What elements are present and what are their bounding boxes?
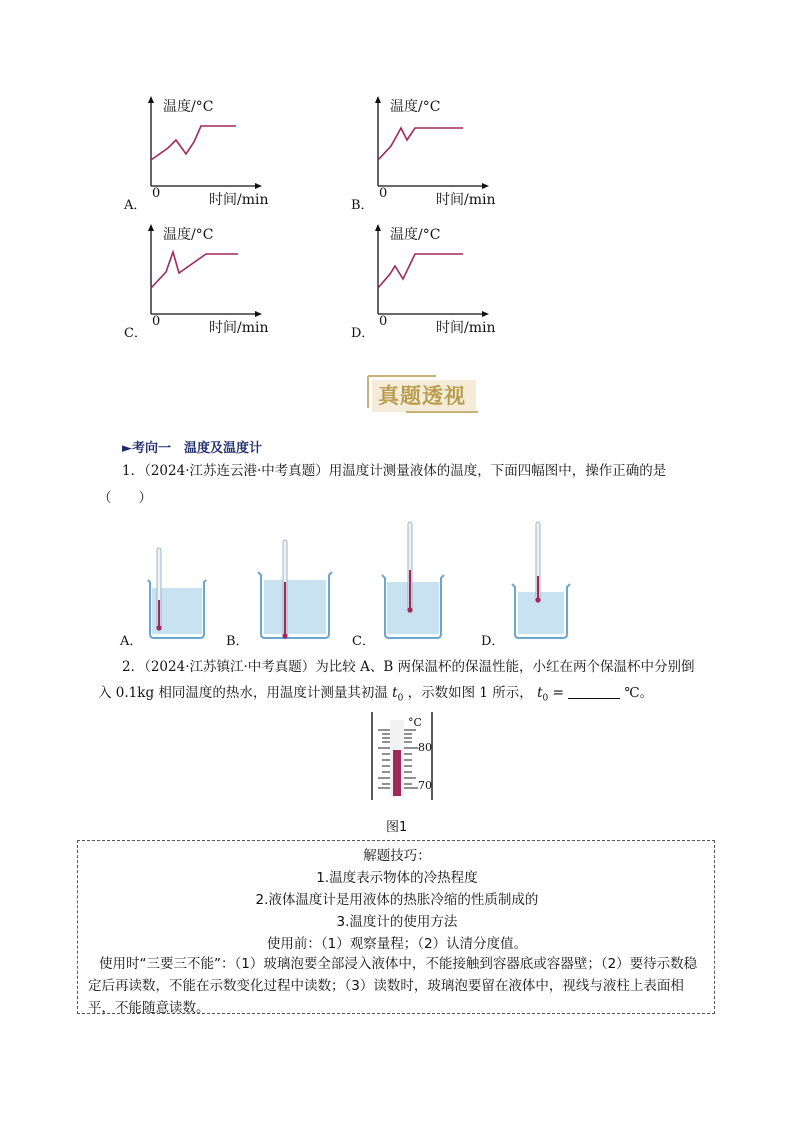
question-2-line-2 <box>98 683 653 709</box>
tips-item-2: 2.液体温度计是用液体的热胀冷缩的性质制成的 <box>255 892 539 908</box>
beaker-c-icon <box>382 522 444 638</box>
graph-b-xlabel: 时间/min <box>436 192 496 208</box>
question-2-line-1: 2．（2024·江苏镇江·中考真题）为比较 A、B 两保温杯的保温性能，小红在两个保温杯中分别倒 <box>122 659 695 675</box>
beaker-d-option-label[interactable]: D． <box>481 634 505 649</box>
thermometer-unit: °C <box>408 716 422 729</box>
beaker-a-option-label[interactable]: A． <box>120 634 143 649</box>
graph-b-ylabel: 温度/°C <box>390 99 441 115</box>
graph-c-origin: 0 <box>152 314 161 329</box>
question-2-line-2-b: ，示数如图 1 所示， <box>407 685 533 701</box>
graph-a-ylabel: 温度/°C <box>163 99 214 115</box>
question-2-line-2-a: 入 0.1kg 相同温度的热水，用温度计测量其初温 <box>98 685 388 701</box>
graph-a-option-label[interactable]: A． <box>124 198 147 213</box>
question-1-answer-paren[interactable]: （ ） <box>98 490 152 506</box>
tips-item-1: 1.温度表示物体的冷热程度 <box>316 870 478 886</box>
topic-heading: ►考向一 温度及温度计 <box>122 441 262 456</box>
unit-label: ℃。 <box>624 685 654 701</box>
tips-item-4: 使用前：（1）观察量程；（2）认清分度值。 <box>266 936 528 952</box>
beaker-b-icon <box>258 540 332 639</box>
thermometer-tick-80: 80 <box>418 741 432 754</box>
beaker-figures <box>140 520 580 645</box>
graph-option-c <box>124 224 286 354</box>
tips-title: 解题技巧： <box>363 848 431 864</box>
graph-option-b <box>351 96 513 226</box>
tips-item-3: 3.温度计的使用方法 <box>336 914 458 930</box>
tips-paragraph: 使用时“三要三不能”：（1）玻璃泡要全部浸入液体中，不能接触到容器底或容器壁；（2）要待示数稳定后再读数，不能在示数变化过程中读数；（3）读数时，玻璃泡要留在液体中，视线与液柱上表面相平，不能随意读数。 <box>88 956 698 1016</box>
t0-subscript: 0 <box>397 693 404 704</box>
beaker-b-option-label[interactable]: B． <box>226 634 249 649</box>
equals-sign: = <box>552 685 564 701</box>
tips-box <box>77 840 715 1014</box>
graph-d-ylabel: 温度/°C <box>390 227 441 243</box>
beaker-c-option-label[interactable]: C． <box>352 634 375 649</box>
graph-a-xlabel: 时间/min <box>209 192 269 208</box>
graph-c-xlabel: 时间/min <box>209 320 269 336</box>
graph-d-origin: 0 <box>379 314 388 329</box>
graph-option-a <box>124 96 286 226</box>
graph-option-d <box>351 224 513 354</box>
t0-subscript-2: 0 <box>542 693 549 704</box>
banner-title: 真题透视 <box>378 384 466 408</box>
graph-b-option-label[interactable]: B． <box>351 198 374 213</box>
thermometer-tick-70: 70 <box>418 779 432 792</box>
question-1-text: 1．（2024·江苏连云港·中考真题）用温度计测量液体的温度，下面四幅图中，操作正确的是 <box>122 463 667 479</box>
t0-symbol-2: t <box>537 685 543 701</box>
section-banner <box>366 374 480 414</box>
graph-a-origin: 0 <box>152 186 161 201</box>
graph-d-xlabel: 时间/min <box>436 320 496 336</box>
beaker-a-icon <box>148 548 206 638</box>
figure-caption: 图1 <box>386 820 408 835</box>
graph-b-origin: 0 <box>379 186 388 201</box>
answer-blank[interactable] <box>568 684 620 699</box>
t0-symbol: t <box>392 685 398 701</box>
graph-c-option-label[interactable]: C． <box>124 326 147 341</box>
graph-c-ylabel: 温度/°C <box>163 227 214 243</box>
graph-d-option-label[interactable]: D． <box>351 326 375 341</box>
beaker-d-icon <box>512 522 570 638</box>
